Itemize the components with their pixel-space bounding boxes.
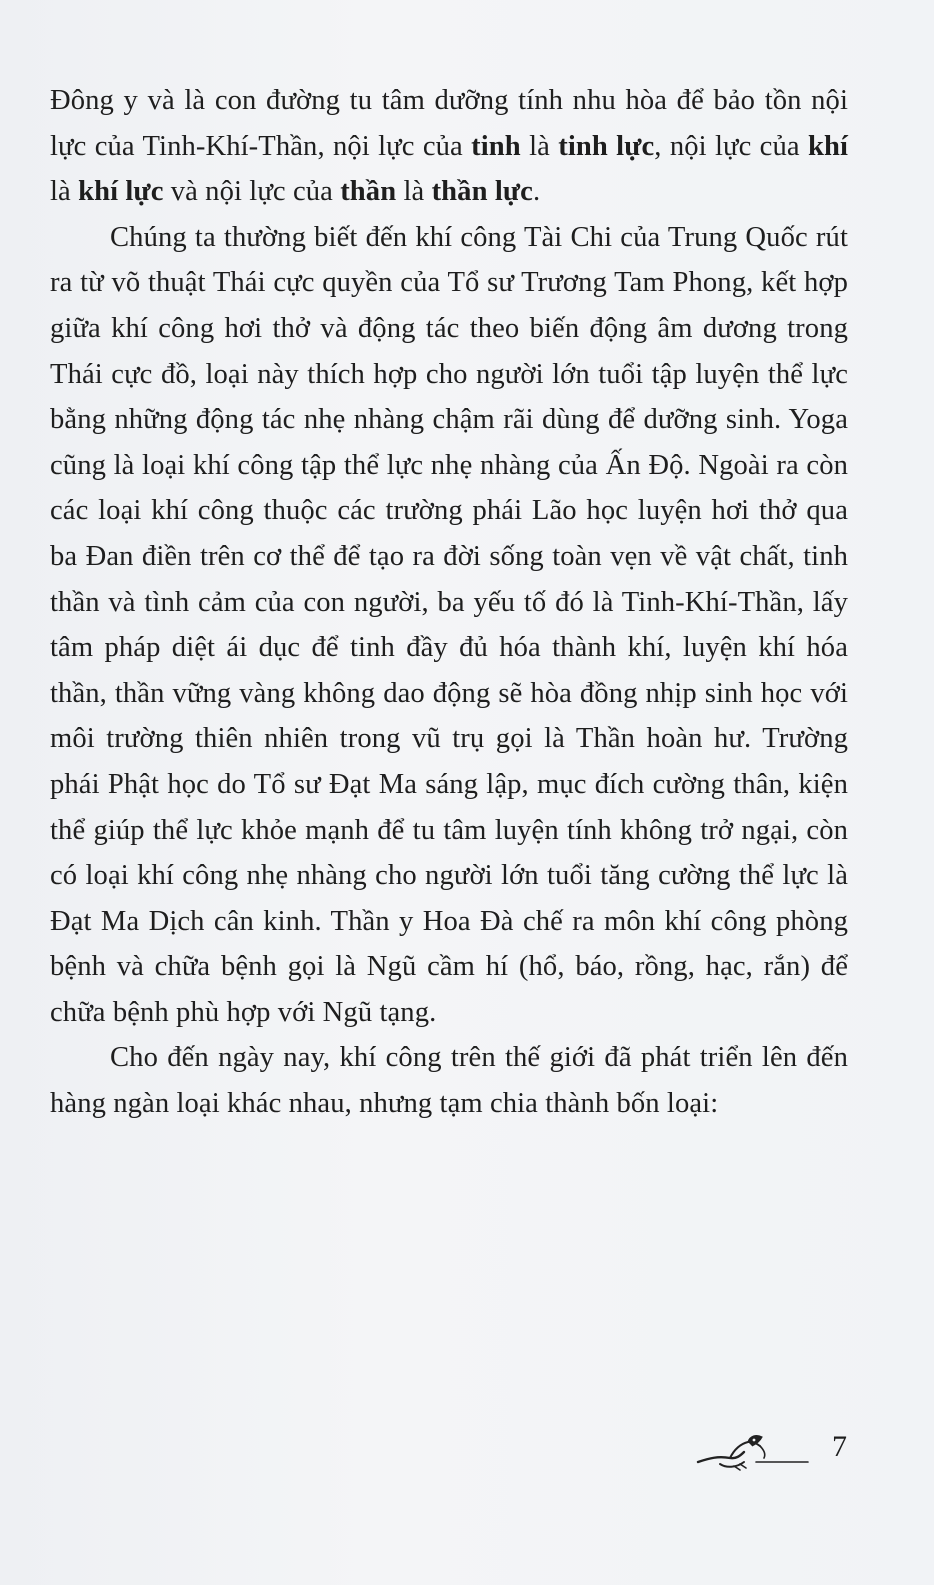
bold-term: tinh lực bbox=[558, 130, 655, 162]
body-text bbox=[50, 78, 848, 1127]
text-run: . bbox=[532, 176, 541, 208]
text-run: Chúng ta thường biết đến khí công Tài Chi của Trung Quốc rút ra từ võ thuật Thái cực quyền của Tổ sư Trương Tam Phong, kết hợp giữa khí công hơi thở và động tác theo biến động âm dương trong Thái cực đồ, loại này thích hợp cho người lớn tuổi tập luyện thể lực bằng những động tác nhẹ nhàng chậm rãi dùng để dưỡng sinh. Yoga cũng là loại khí công tập thể lực nhẹ nhàng của Ấn Độ. Ngoài ra còn các loại khí công thuộc các trường phái Lão học luyện hơi thở qua ba Đan điền trên cơ thể để tạo ra đời sống toàn vẹn về vật chất, tinh thần và tình cảm của con người, ba yếu tố đó là Tinh-Khí-Thần, lấy tâm pháp diệt ái dục để tinh đầy đủ hóa thành khí, luyện khí hóa thần, thần vững vàng không dao động sẽ hòa đồng nhịp sinh học với môi trường thiên nhiên trong vũ trụ gọi là Thần hoàn hư. Trường phái Phật học do Tổ sư Đạt Ma sáng lập, mục đích cường thân, kiện thể giúp thể lực khỏe mạnh để tu tâm luyện tính không trở ngại, còn có loại khí công nhẹ nhàng cho người lớn tuổi tăng cường thể lực là Đạt Ma Dịch cân kinh. Thần y Hoa Đà chế ra môn khí công phòng bệnh và chữa bệnh gọi là Ngũ cầm hí (hổ, báo, rồng, hạc, rắn) để chữa bệnh phù hợp với Ngũ tạng. bbox=[50, 221, 848, 1028]
bold-term: tinh bbox=[471, 130, 521, 162]
paragraph-2 bbox=[50, 215, 848, 1036]
bold-term: khí bbox=[807, 130, 848, 162]
paragraph-1 bbox=[50, 78, 848, 215]
text-run: là bbox=[50, 176, 79, 208]
bold-term: thần bbox=[340, 176, 397, 208]
text-run: , nội lực của bbox=[654, 130, 808, 162]
page-footer bbox=[690, 1428, 860, 1478]
bold-term: thần lực bbox=[431, 176, 533, 208]
page-number: 7 bbox=[832, 1430, 847, 1463]
text-run: Đông y và là con đường tu tâm dưỡng tính nhu hòa để bảo tồn nội lực của Tinh-Khí-Thần, nội lực của bbox=[50, 85, 848, 162]
text-run: Cho đến ngày nay, khí công trên thế giới đã phát triển lên đến hàng ngàn loại khác nhau, nhưng tạm chia thành bốn loại: bbox=[50, 1042, 848, 1120]
text-run: là bbox=[396, 176, 432, 208]
paragraph-3 bbox=[50, 1035, 848, 1126]
bold-term: khí lực bbox=[78, 176, 164, 208]
text-run: và nội lực của bbox=[163, 176, 341, 208]
text-run: là bbox=[520, 130, 559, 162]
bird-ornament-icon bbox=[690, 1428, 810, 1472]
